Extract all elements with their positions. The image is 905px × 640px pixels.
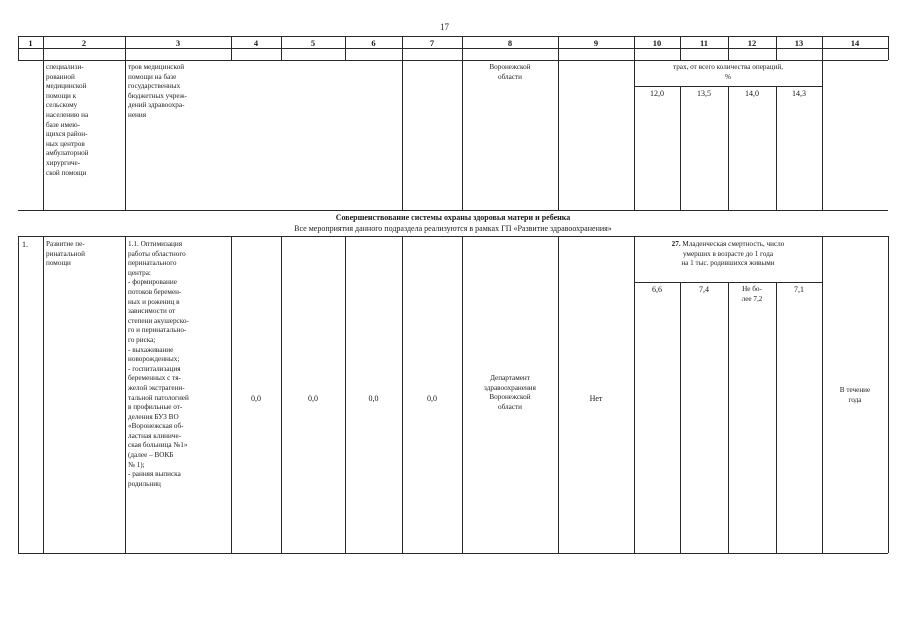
- row2-indicator-number: 27.: [671, 240, 681, 248]
- rule: [680, 282, 681, 553]
- row1-value-13: 14,3: [792, 89, 806, 98]
- rule: [18, 553, 888, 554]
- row2-amount-4: 0,0: [251, 394, 261, 403]
- rule: [776, 36, 777, 60]
- col-header-9: 9: [593, 38, 599, 48]
- rule: [18, 36, 888, 37]
- row2-amount-6: 0,0: [368, 394, 379, 403]
- rule: [680, 86, 681, 210]
- row2-measure-detail: 1.1. Оптимизация работы областного перинатального центра: - формирование потоков беремен- ных и рожениц в зависимости от степени акушерско- го и перинатально- го риска; - выхаживание новорожденных; - госпитализация беременных с тя- желой экстрагени- тальной патологией в профильные от- деления БУЗ ВО «Воронежская об- ластная клиниче- ская больница №1» (далее – ВОКБ № 1); - ранняя выписка родильниц: [128, 240, 189, 488]
- row1-executor: Воронежской области: [489, 63, 531, 81]
- rule: [18, 236, 888, 237]
- rule: [231, 36, 232, 60]
- row2-indicator-text: Младенческая смертность, число умерших в возрасте до 1 года на 1 тыс. родившихся живыми: [681, 240, 785, 268]
- row2-funding: Нет: [589, 394, 603, 403]
- row2-amount-5: 0,0: [308, 394, 318, 403]
- rule: [43, 60, 44, 210]
- rule: [18, 236, 19, 553]
- page-number: 17: [440, 22, 449, 32]
- row2-number: 1.: [22, 240, 28, 249]
- rule: [18, 210, 888, 211]
- rule: [634, 36, 635, 60]
- rule: [680, 36, 681, 60]
- rule: [728, 36, 729, 60]
- rule: [634, 60, 635, 210]
- rule: [345, 36, 346, 60]
- col-header-3: 3: [175, 38, 181, 48]
- col-header-2: 2: [81, 38, 87, 48]
- row2-value-10: 6,6: [652, 285, 662, 294]
- section-subtitle: Все мероприятия данного подраздела реализуются в рамках ГП «Развитие здравоохранения»: [294, 224, 612, 233]
- rule: [402, 36, 403, 60]
- rule: [888, 236, 889, 553]
- rule: [281, 36, 282, 60]
- row1-value-12: 14,0: [745, 89, 759, 98]
- rule: [558, 36, 559, 60]
- row1-indicator-text: трах, от всего количества операций, %: [672, 63, 784, 81]
- col-header-8: 8: [507, 38, 513, 48]
- rule: [558, 60, 559, 210]
- col-header-5: 5: [310, 38, 316, 48]
- rule: [18, 60, 888, 61]
- rule: [728, 86, 729, 210]
- col-header-11: 11: [699, 38, 709, 48]
- rule: [776, 282, 777, 553]
- col-header-4: 4: [253, 38, 259, 48]
- row2-deadline: В течение года: [839, 386, 871, 404]
- row1-value-10: 12,0: [650, 89, 664, 98]
- row2-indicator: [634, 240, 822, 269]
- row2-amount-7: 0,0: [427, 394, 437, 403]
- rule: [888, 36, 889, 60]
- rule: [634, 236, 635, 553]
- col-header-10: 10: [652, 38, 662, 48]
- rule: [125, 236, 126, 553]
- col-header-13: 13: [794, 38, 804, 48]
- rule: [462, 36, 463, 60]
- col-header-6: 6: [371, 38, 376, 48]
- section-title: Совершенствование системы охраны здоровья матери и ребенка: [335, 213, 571, 222]
- row2-measure-name: Развитие пе- ринатальной помощи: [46, 240, 85, 268]
- row1-measure-detail: тров медицинской помощи на базе государственных бюджетных учреж- дений здравоохра- нения: [128, 63, 187, 119]
- rule: [125, 60, 126, 210]
- row2-executor: Департамент здравоохранения Воронежской области: [484, 374, 536, 411]
- rule: [18, 36, 19, 60]
- row2-value-13: 7,1: [794, 285, 804, 294]
- rule: [728, 282, 729, 553]
- col-header-7: 7: [429, 38, 435, 48]
- rule: [125, 36, 126, 60]
- row2-value-12: Не бо- лее 7,2: [741, 285, 763, 303]
- rule: [43, 236, 44, 553]
- row2-value-11: 7,4: [699, 285, 709, 294]
- rule: [402, 60, 403, 210]
- rule: [18, 48, 888, 49]
- rule: [822, 36, 823, 60]
- row1-measure-name: специализи- рованной медицинской помощи к сельскому населению на базе имею- щихся район- ных центров амбулаторной хирургиче- ской помощи: [46, 63, 89, 177]
- row1-value-11: 13,5: [697, 89, 711, 98]
- col-header-12: 12: [747, 38, 757, 48]
- col-header-1: 1: [28, 38, 33, 48]
- rule: [43, 36, 44, 60]
- col-header-14: 14: [850, 38, 860, 48]
- rule: [462, 60, 463, 210]
- rule: [822, 60, 823, 210]
- rule: [776, 86, 777, 210]
